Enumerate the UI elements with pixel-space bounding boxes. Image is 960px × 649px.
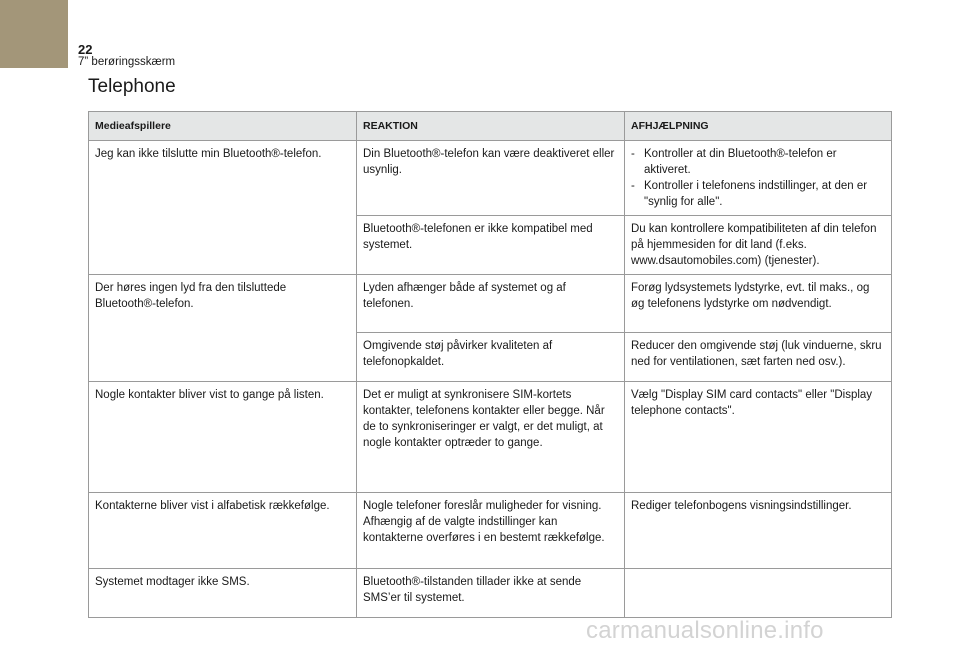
list-item: - Kontroller i telefonens indstillinger, at den er "synlig for alle". xyxy=(631,178,885,210)
page-number: 22 xyxy=(78,42,93,57)
table-row xyxy=(89,275,892,333)
reaction-cell: Omgivende støj påvirker kvaliteten af telefonopkaldet. xyxy=(357,333,625,382)
column-header-reaction: REAKTION xyxy=(357,112,625,141)
column-header-solution: AFHJÆLPNING xyxy=(625,112,892,141)
problem-cell-continued xyxy=(89,333,357,382)
table-row xyxy=(89,216,892,275)
watermark-text: carmanualsonline.info xyxy=(586,617,824,644)
solution-cell xyxy=(625,141,892,216)
corner-color-tab xyxy=(0,0,68,68)
section-title: Telephone xyxy=(88,76,176,97)
table-header-row xyxy=(89,112,892,141)
problem-cell: Kontakterne bliver vist i alfabetisk rækkefølge. xyxy=(89,493,357,569)
list-item: - Kontroller at din Bluetooth®-telefon er aktiveret. xyxy=(631,146,885,178)
solution-cell: Forøg lydsystemets lydstyrke, evt. til maks., og øg telefonens lydstyrke om nødvendigt. xyxy=(625,275,892,333)
solution-cell: Rediger telefonbogens visningsindstillinger. xyxy=(625,493,892,569)
solution-list xyxy=(631,146,885,210)
reaction-cell: Det er muligt at synkronisere SIM-kortets kontakter, telefonens kontakter eller begge. Når de to synkroniseringer er valgt, er det muligt, at nogle kontakter optræder to gange. xyxy=(357,382,625,493)
solution-cell: Du kan kontrollere kompatibiliteten af din telefon på hjemmesiden for dit land (f.eks. www.dsautomobiles.com) (tjenester). xyxy=(625,216,892,275)
troubleshooting-table xyxy=(88,111,892,618)
reaction-cell: Nogle telefoner foreslår muligheder for visning. Afhængig af de valgte indstillinger kan kontakterne overføres i en bestemt rækkefølge. xyxy=(357,493,625,569)
table-row xyxy=(89,141,892,216)
chapter-title: 7” berøringsskærm xyxy=(78,56,176,68)
solution-cell xyxy=(625,569,892,618)
column-header-problem: Medieafspillere xyxy=(89,112,357,141)
problem-cell-continued xyxy=(89,216,357,275)
table-row xyxy=(89,493,892,569)
problem-cell: Jeg kan ikke tilslutte min Bluetooth®-telefon. xyxy=(89,141,357,216)
solution-cell: Vælg "Display SIM card contacts" eller "Display telephone contacts". xyxy=(625,382,892,493)
reaction-cell: Bluetooth®-tilstanden tillader ikke at sende SMS’er til systemet. xyxy=(357,569,625,618)
solution-cell: Reducer den omgivende støj (luk vinduerne, skru ned for ventilationen, sæt farten ned osv.). xyxy=(625,333,892,382)
problem-cell: Systemet modtager ikke SMS. xyxy=(89,569,357,618)
table-row xyxy=(89,569,892,618)
problem-cell: Der høres ingen lyd fra den tilsluttede Bluetooth®-telefon. xyxy=(89,275,357,333)
problem-cell: Nogle kontakter bliver vist to gange på listen. xyxy=(89,382,357,493)
table-row xyxy=(89,382,892,493)
reaction-cell: Bluetooth®-telefonen er ikke kompatibel med systemet. xyxy=(357,216,625,275)
reaction-cell: Din Bluetooth®-telefon kan være deaktiveret eller usynlig. xyxy=(357,141,625,216)
table-row xyxy=(89,333,892,382)
reaction-cell: Lyden afhænger både af systemet og af telefonen. xyxy=(357,275,625,333)
